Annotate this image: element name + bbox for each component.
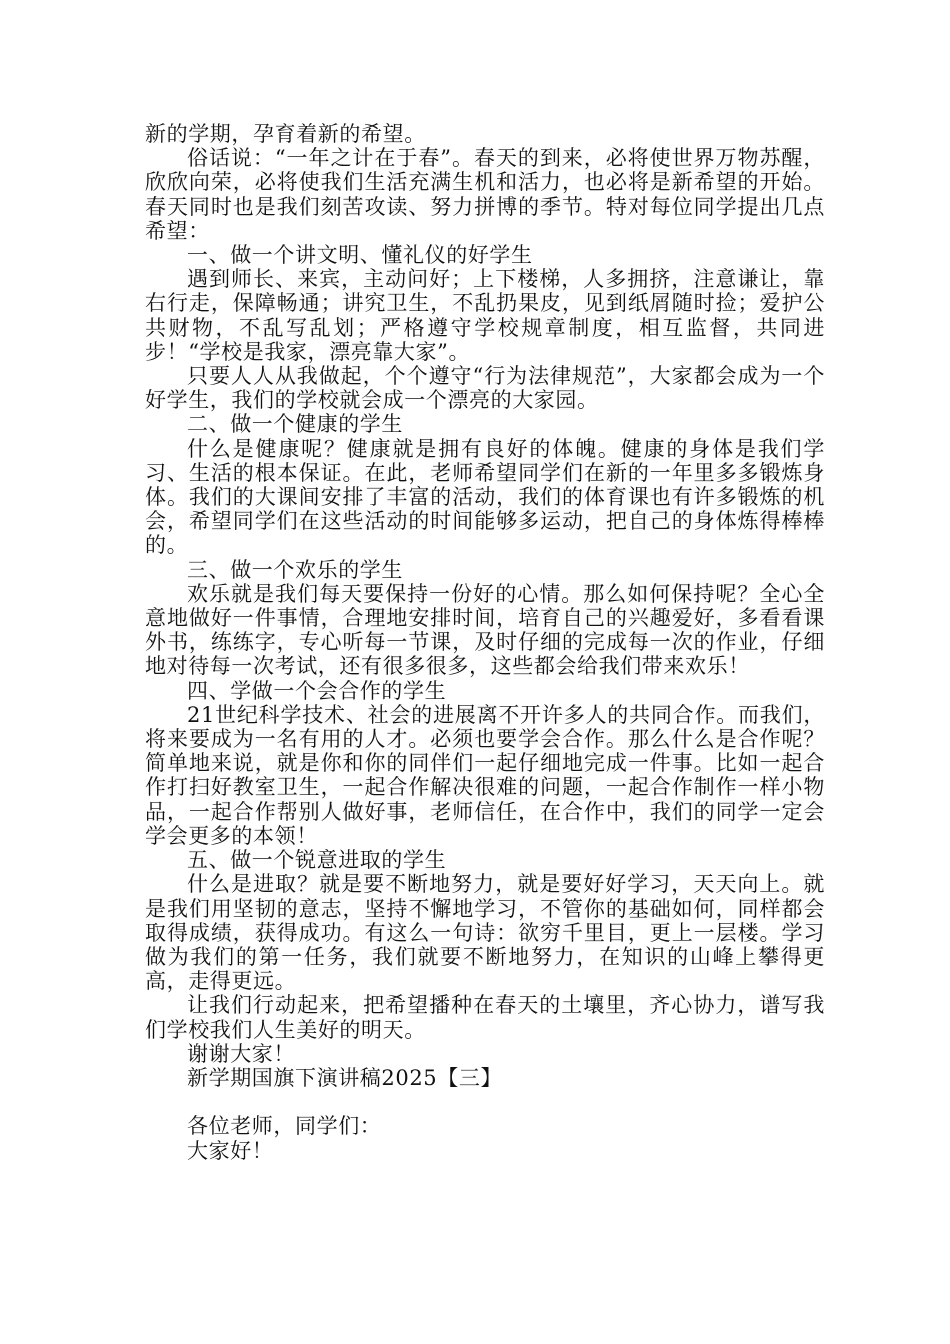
paragraph: 三、做一个欢乐的学生 [187,557,403,582]
paragraph: 什么是进取？就是要不断地努力，就是要好好学习，天天向上。就是我们用坚韧的意志，坚持不懈地学习，不管你的基础如何，同样都会取得成绩，获得成功。有这么一句诗：欲穷千里目，更上一层楼。学习做为我们的第一任务，我们就要不断地努力，在知识的山峰上攀得更高，走得更远。 [145,872,825,994]
paragraph: 各位老师，同学们： [187,1114,382,1139]
paragraph: 大家好！ [187,1138,274,1163]
paragraph: 什么是健康呢？健康就是拥有良好的体魄。健康的身体是我们学习、生活的根本保证。在此，老师希望同学们在新的一年里多多锻炼身体。我们的大课间安排了丰富的活动，我们的体育课也有许多锻炼的机会，希望同学们在这些活动的时间能够多运动，把自己的身体炼得棒棒的。 [145,436,825,558]
paragraph: 只要人人从我做起，个个遵守“行为法律规范”，大家都会成为一个好学生，我们的学校就会成一个漂亮的大家园。 [145,364,825,413]
paragraph: 四、学做一个会合作的学生 [187,678,447,703]
paragraph: 新学期国旗下演讲稿2025【三】 [187,1065,503,1090]
paragraph: 欢乐就是我们每天要保持一份好的心情。那么如何保持呢？全心全意地做好一件事情，合理地安排时间，培育自己的兴趣爱好，多看看课外书，练练字，专心听每一节课，及时仔细的完成每一次的作业，仔细地对待每一次考试，还有很多很多，这些都会给我们带来欢乐！ [145,581,825,679]
paragraph: 二、做一个健康的学生 [187,412,403,437]
paragraph: 21世纪科学技术、社会的进展离不开许多人的共同合作。而我们，将来要成为一名有用的人才。必须也要学会合作。那么什么是合作呢？简单地来说，就是你和你的同伴们一起仔细地完成一件事。比如一起合作打扫好教室卫生，一起合作解决很难的问题，一起合作制作一样小物品，一起合作帮别人做好事，老师信任，在合作中，我们的同学一定会学会更多的本领！ [145,702,825,848]
blank-line [145,1090,825,1114]
paragraph: 俗话说：“一年之计在于春”。春天的到来，必将使世界万物苏醒，欣欣向荣，必将使我们生活充满生机和活力，也必将是新希望的开始。春天同时也是我们刻苦攻读、努力拼博的季节。特对每位同学提出几点希望： [145,146,825,243]
paragraph: 谢谢大家！ [187,1041,295,1066]
paragraph: 遇到师长、来宾，主动问好；上下楼梯，人多拥挤，注意谦让，靠右行走，保障畅通；讲究卫生，不乱扔果皮，见到纸屑随时捡；爱护公共财物，不乱写乱划；严格遵守学校规章制度，相互监督，共同进步！“学校是我家，漂亮靠大家”。 [145,267,825,364]
document-body [145,122,825,1163]
paragraph: 一、做一个讲文明、懂礼仪的好学生 [187,243,533,268]
paragraph: 让我们行动起来，把希望播种在春天的土壤里，齐心协力，谱写我们学校我们人生美好的明天。 [145,993,825,1042]
paragraph: 新的学期，孕育着新的希望。 [145,122,426,146]
paragraph: 五、做一个锐意进取的学生 [187,848,447,873]
